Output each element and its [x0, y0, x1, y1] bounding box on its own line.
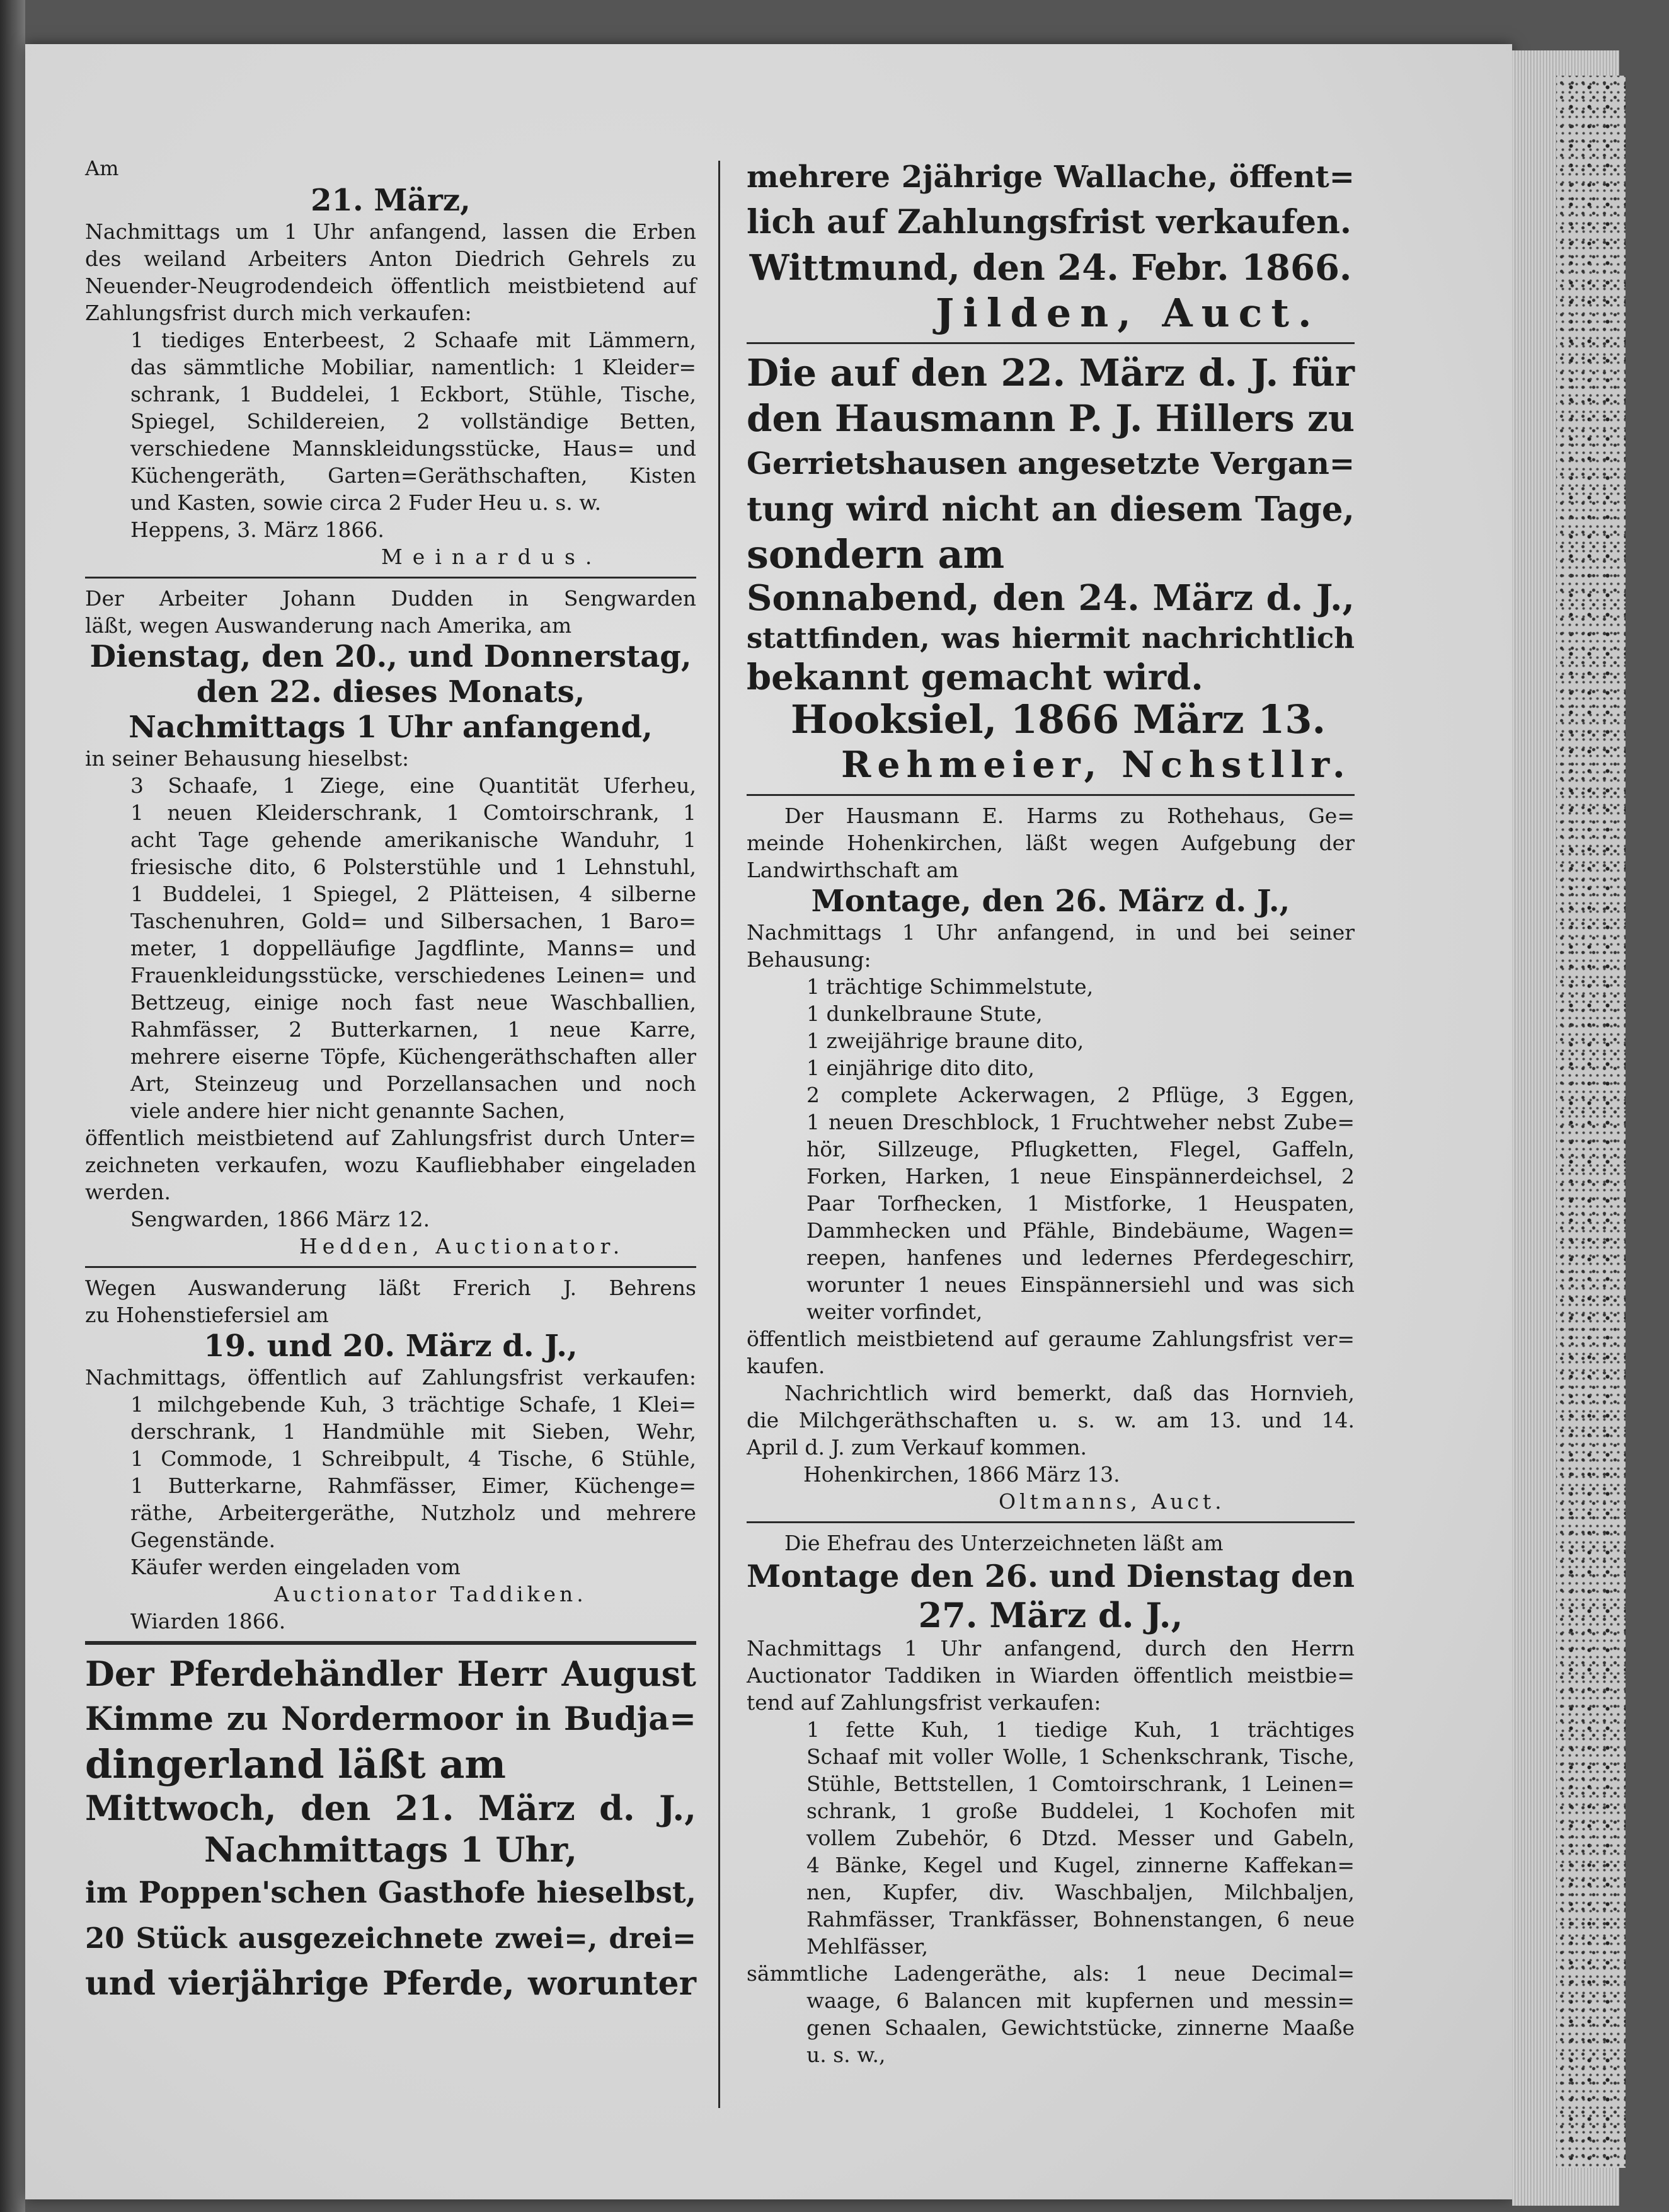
auctioneer: Auctionator Taddiken.	[274, 1582, 587, 1606]
headline: 27. März d. J.,	[918, 1595, 1183, 1635]
item-line: 1 Butterkarne, Rahmfässer, Eimer, Küchenge=	[130, 1473, 696, 1498]
date-line: Mittwoch, den 21. März d. J.,	[85, 1788, 696, 1828]
auction-notice-harms	[747, 802, 1355, 1515]
auction-notice-kimme-continued	[747, 154, 1355, 336]
body-line: Auctionator Taddiken in Wiarden öffentlich meistbie=	[747, 1663, 1355, 1688]
intro-line: zu Hohenstiefersiel am	[85, 1303, 329, 1327]
headline: Kimme zu Nordermoor in Budja=	[85, 1700, 696, 1738]
item-line: 1 einjährige dito dito,	[806, 1056, 1035, 1080]
signature: Rehmeier, Nchstllr.	[841, 744, 1351, 786]
headline: Nachmittags 1 Uhr anfangend,	[129, 710, 653, 745]
tail-line: bekannt gemacht wird.	[747, 657, 1203, 698]
intro-line: Die Ehefrau des Unterzeichneten läßt am	[784, 1531, 1224, 1555]
item-line: 1 fette Kuh, 1 tiedige Kuh, 1 trächtiges	[806, 1717, 1355, 1742]
body-line: Behausung:	[747, 947, 871, 972]
intro-line: Der Arbeiter Johann Dudden in Sengwarden	[85, 586, 696, 611]
continued-line: mehrere 2jährige Wallache, öffent=	[747, 159, 1355, 195]
continued-line: lich auf Zahlungsfrist verkaufen.	[747, 203, 1352, 241]
item-line: vollem Zubehör, 6 Dtzd. Messer und Gabeln,	[806, 1826, 1355, 1850]
item-line: 4 Bänke, Kegel und Kugel, zinnerne Kaffekan=	[806, 1853, 1355, 1877]
auction-date: 19. und 20. März d. J.,	[204, 1328, 578, 1364]
item-line: acht Tage gehende amerikanische Wanduhr, 1	[130, 827, 696, 852]
headline: dingerland läßt am	[85, 1741, 507, 1787]
intro-line: Neuender-Neugrodendeich öffentlich meistbietend auf	[85, 274, 696, 298]
column-divider	[718, 161, 720, 2108]
item-line: Frauenkleidungsstücke, verschiedenes Leinen= und	[130, 963, 696, 988]
item-line: derschrank, 1 Handmühle mit Sieben, Wehr,	[130, 1419, 696, 1444]
auction-notice-kimme	[85, 1651, 696, 2007]
intro-line: läßt, wegen Auswanderung nach Amerika, am	[85, 613, 572, 638]
notice-line: Gerrietshausen angesetzte Vergan=	[747, 446, 1355, 481]
item-line: Art, Steinzeug und Porzellansachen und noch	[130, 1071, 696, 1096]
item-line: Bettzeug, einige noch fast neue Waschballien,	[130, 990, 696, 1015]
item-line: räthe, Arbeitergeräthe, Nutzholz und mehrere	[130, 1501, 696, 1525]
signature: Oltmanns, Auct.	[999, 1489, 1225, 1514]
separator-rule	[747, 794, 1355, 796]
notice-line: Die auf den 22. März d. J. für	[747, 351, 1355, 395]
opener: Am	[85, 156, 119, 180]
intro-line: Nachmittags um 1 Uhr anfangend, lassen die Erben	[85, 219, 696, 244]
tail-line: 20 Stück ausgezeichnete zwei=, drei=	[85, 1921, 696, 1955]
separator-rule	[747, 342, 1355, 344]
tail-line: u. s. w.,	[806, 2042, 886, 2067]
location: in seiner Behausung hieselbst:	[85, 746, 410, 771]
tail-line: stattfinden, was hiermit nachrichtlich	[747, 621, 1355, 655]
item-line: 3 Schaafe, 1 Ziege, eine Quantität Uferheu,	[130, 773, 696, 798]
headline: den 22. dieses Monats,	[196, 674, 585, 710]
item-line: 1 Buddelei, 1 Spiegel, 2 Plätteisen, 4 silberne	[130, 882, 696, 906]
intro-line: Landwirthschaft am	[747, 858, 959, 882]
date-line: Sonnabend, den 24. März d. J.,	[747, 577, 1355, 619]
intro-line: meinde Hohenkirchen, läßt wegen Aufgebung der	[747, 831, 1355, 855]
tail-line: waage, 6 Balancen mit kupfernen und messin=	[806, 1988, 1355, 2013]
intro-line: des weiland Arbeiters Anton Diedrich Gehrels zu	[85, 246, 696, 271]
closing-line: zeichneten verkaufen, wozu Kaufliebhaber eingeladen	[85, 1153, 696, 1177]
notice-line: tung wird nicht an diesem Tage,	[747, 490, 1355, 529]
left-column	[85, 154, 696, 2007]
item-line: Spiegel, Schildereien, 2 vollständige Betten,	[130, 409, 696, 434]
separator-rule	[85, 577, 696, 579]
closing-line: öffentlich meistbietend auf geraume Zahlungsfrist ver=	[747, 1327, 1355, 1351]
auction-notice-behrens	[85, 1274, 696, 1635]
item-line: mehrere eiserne Töpfe, Küchengeräthschaften aller	[130, 1044, 696, 1069]
closing-line: werden.	[85, 1180, 171, 1204]
item-line: 1 Commode, 1 Schreibpult, 4 Tische, 6 Stühle,	[130, 1446, 696, 1471]
item-line: 2 complete Ackerwagen, 2 Pflüge, 3 Eggen,	[806, 1083, 1355, 1107]
item-line: verschiedene Mannskleidungsstücke, Haus= und	[130, 436, 696, 461]
body-line: tend auf Zahlungsfrist verkaufen:	[747, 1690, 1101, 1715]
tail-line: im Poppen'schen Gasthofe hieselbst,	[85, 1875, 696, 1910]
closing-line: öffentlich meistbietend auf Zahlungsfrist durch Unter=	[85, 1126, 696, 1150]
time-line: Nachmittags 1 Uhr,	[204, 1829, 578, 1870]
item-line: 1 neuen Kleiderschrank, 1 Comtoirschrank, 1	[130, 800, 696, 825]
signature: Hedden, Auctionator.	[299, 1234, 625, 1259]
intro-line: Der Hausmann E. Harms zu Rothehaus, Ge=	[784, 804, 1355, 828]
item-line: viele andere hier nicht genannte Sachen,	[130, 1098, 566, 1123]
buyers-invitation: Käufer werden eingeladen vom	[130, 1555, 461, 1579]
signature: Meinardus.	[381, 544, 602, 569]
signature: Jilden, Auct.	[936, 290, 1321, 336]
body-line: Nachmittags 1 Uhr anfangend, in und bei seiner	[747, 920, 1355, 945]
auction-notice-ehefrau	[747, 1529, 1355, 2068]
closing-line: kaufen.	[747, 1354, 825, 1378]
item-line: Rahmfässer, Trankfässer, Bohnenstangen, 6 neue	[806, 1907, 1355, 1932]
auction-date: 21. März,	[311, 183, 471, 218]
note-line: Nachrichtlich wird bemerkt, daß das Hornvieh,	[784, 1381, 1355, 1405]
speckled-page-edge	[1556, 76, 1626, 2168]
body-line: Nachmittags 1 Uhr anfangend, durch den Herrn	[747, 1636, 1355, 1661]
right-column	[747, 154, 1355, 2068]
place-date: Hooksiel, 1866 März 13.	[791, 696, 1326, 742]
auction-notice-gehrels	[85, 154, 696, 570]
item-line: reepen, hanfenes und ledernes Pferdegeschirr,	[806, 1245, 1355, 1270]
item-line: Mehlfässer,	[806, 1934, 929, 1959]
item-line: schrank, 1 Buddelei, 1 Eckbort, Stühle, Tische,	[130, 382, 696, 406]
item-line: Stühle, Bettstellen, 1 Comtoirschrank, 1 Leinen=	[806, 1771, 1355, 1796]
item-line: Schaaf mit voller Wolle, 1 Schenkschrank, Tische,	[806, 1744, 1355, 1769]
item-line: und Kasten, sowie circa 2 Fuder Heu u. s. w.	[130, 490, 602, 515]
place-date: Heppens, 3. März 1866.	[130, 517, 384, 542]
separator-rule	[85, 1641, 696, 1645]
notice-line: sondern am	[747, 531, 1005, 577]
notice-line: den Hausmann P. J. Hillers zu	[747, 397, 1355, 440]
headline: Montage den 26. und Dienstag den	[747, 1558, 1355, 1594]
tail-line: genen Schaalen, Gewichtstücke, zinnerne Maaße	[806, 2015, 1355, 2040]
separator-rule	[85, 1266, 696, 1268]
item-line: 1 tiediges Enterbeest, 2 Schaafe mit Lämmern,	[130, 328, 696, 352]
item-line: 1 trächtige Schimmelstute,	[806, 974, 1094, 999]
intro-line: Wegen Auswanderung läßt Frerich J. Behrens	[85, 1276, 696, 1300]
headline: Der Pferdehändler Herr August	[85, 1654, 696, 1694]
intro-line: Zahlungsfrist durch mich verkaufen:	[85, 301, 472, 325]
item-line: Gegenstände.	[130, 1528, 276, 1552]
auction-notice-dudden	[85, 585, 696, 1260]
tail-line: sämmtliche Ladengeräthe, als: 1 neue Decimal=	[747, 1961, 1355, 1986]
item-line: hör, Sillzeuge, Pflugketten, Flegel, Gaffeln,	[806, 1137, 1355, 1161]
note-line: die Milchgeräthschaften u. s. w. am 13. und 14.	[747, 1408, 1355, 1432]
item-line: meter, 1 doppelläufige Jagdflinte, Manns= und	[130, 936, 696, 960]
tail-line: und vierjährige Pferde, worunter	[85, 1964, 696, 2003]
book-gutter	[0, 0, 25, 2212]
item-line: friesische dito, 6 Polsterstühle und 1 Lehnstuhl,	[130, 855, 696, 879]
item-line: worunter 1 neues Einspännersiehl und was sich	[806, 1272, 1355, 1297]
item-line: weiter vorfindet,	[806, 1299, 983, 1324]
item-line: das sämmtliche Mobiliar, namentlich: 1 Kleider=	[130, 355, 696, 379]
item-line: nen, Kupfer, div. Waschbaljen, Milchbaljen,	[806, 1880, 1355, 1904]
place-date: Wiarden 1866.	[130, 1609, 286, 1633]
place-date: Hohenkirchen, 1866 März 13.	[803, 1462, 1120, 1487]
auction-date: Montage, den 26. März d. J.,	[811, 884, 1290, 919]
item-line: Forken, Harken, 1 neue Einspännerdeichsel, 2	[806, 1164, 1355, 1189]
item-line: 1 dunkelbraune Stute,	[806, 1001, 1043, 1026]
item-line: 1 neuen Dreschblock, 1 Fruchtweher nebst Zube=	[806, 1110, 1355, 1134]
item-line: 1 zweijährige braune dito,	[806, 1028, 1084, 1053]
item-line: Taschenuhren, Gold= und Silbersachen, 1 Baro=	[130, 909, 696, 933]
place-date: Wittmund, den 24. Febr. 1866.	[749, 247, 1352, 289]
item-line: Paar Torfhecken, 1 Mistforke, 1 Heuspaten,	[806, 1191, 1355, 1216]
note-line: April d. J. zum Verkauf kommen.	[747, 1435, 1087, 1460]
item-line: Küchengeräth, Garten=Geräthschaften, Kisten	[130, 463, 696, 488]
postponement-notice-hillers	[747, 350, 1355, 788]
body-line: Nachmittags, öffentlich auf Zahlungsfrist verkaufen:	[85, 1365, 696, 1390]
place-date: Sengwarden, 1866 März 12.	[130, 1207, 430, 1231]
item-line: schrank, 1 große Buddelei, 1 Kochofen mit	[806, 1799, 1355, 1823]
item-line: Rahmfässer, 2 Butterkarnen, 1 neue Karre,	[130, 1017, 696, 1042]
item-line: Dammhecken und Pfähle, Bindebäume, Wagen=	[806, 1218, 1355, 1243]
headline: Dienstag, den 20., und Donnerstag,	[89, 639, 692, 674]
item-line: 1 milchgebende Kuh, 3 trächtige Schafe, 1 Klei=	[130, 1392, 696, 1417]
separator-rule	[747, 1521, 1355, 1523]
